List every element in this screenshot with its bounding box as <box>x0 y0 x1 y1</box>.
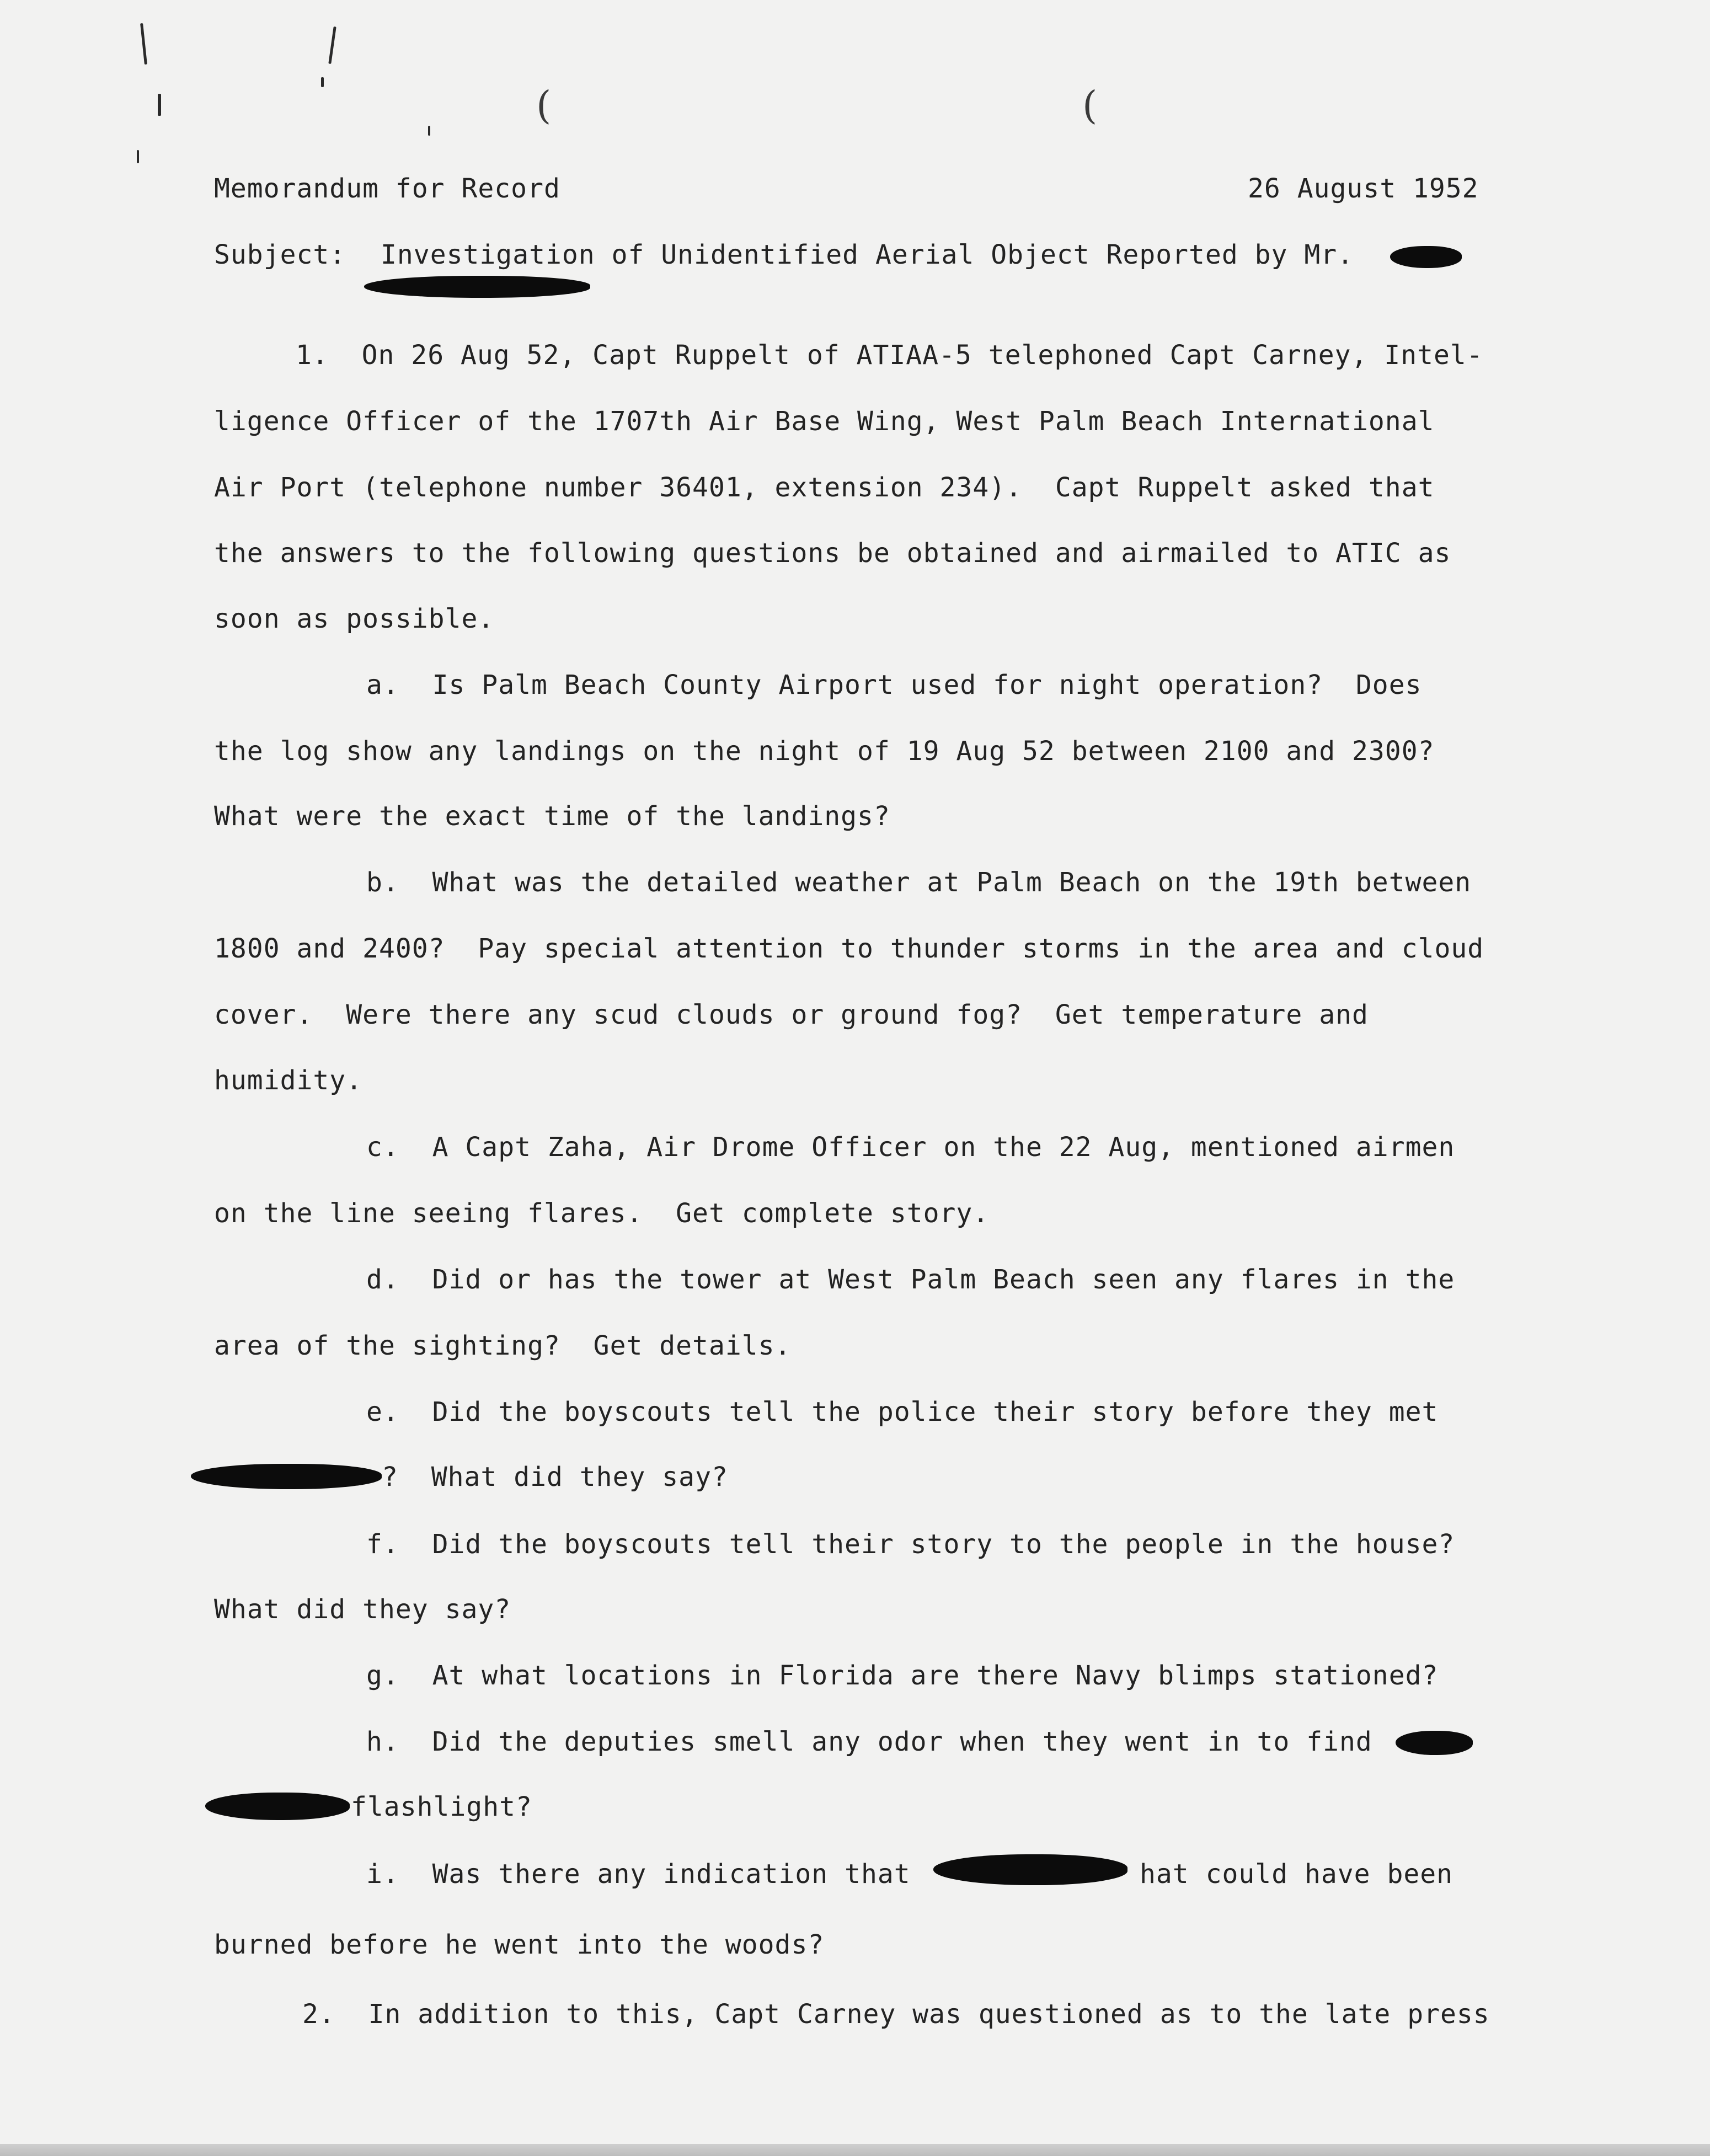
item-e-line: ? What did they say? <box>382 1462 728 1492</box>
item-a-line: the log show any landings on the night of 19 Aug 52 between 2100 and 2300? <box>214 736 1435 767</box>
item-d-line: area of the sighting? Get details. <box>214 1330 792 1361</box>
subject-text: Investigation of Unidentified Aerial Object Reported by Mr. <box>381 239 1354 270</box>
item-a-line: a. Is Palm Beach County Airport used for night operation? Does <box>366 670 1422 700</box>
redaction <box>1396 1731 1473 1755</box>
scan-mark: ( <box>1082 83 1098 128</box>
item-i-line: i. Was there any indication that <box>366 1859 911 1890</box>
redaction <box>364 276 590 298</box>
scan-mark <box>428 126 430 136</box>
scan-mark <box>158 94 161 116</box>
paragraph-1-line: ligence Officer of the 1707th Air Base Wing, West Palm Beach International <box>214 406 1435 437</box>
paragraph-1-line: the answers to the following questions be obtained and airmailed to ATIC as <box>214 538 1451 569</box>
scan-mark: ( <box>536 83 552 128</box>
item-b-line: humidity. <box>214 1065 363 1096</box>
scan-mark <box>140 23 147 65</box>
subject-label: Subject: <box>214 239 346 270</box>
paragraph-1-line: Air Port (telephone number 36401, extension 234). Capt Ruppelt asked that <box>214 472 1435 503</box>
redaction <box>1390 246 1462 268</box>
item-d-line: d. Did or has the tower at West Palm Beach seen any flares in the <box>366 1264 1455 1295</box>
paragraph-2-line: 2. In addition to this, Capt Carney was questioned as to the late press <box>302 1999 1490 2030</box>
item-f-line: f. Did the boyscouts tell their story to the people in the house? <box>366 1529 1455 1560</box>
paragraph-1-line: 1. On 26 Aug 52, Capt Ruppelt of ATIAA-5 telephoned Capt Carney, Intel- <box>296 340 1483 371</box>
item-h-line: flashlight? <box>351 1791 532 1822</box>
memo-header-left: Memorandum for Record <box>214 173 560 204</box>
item-i-line: burned before he went into the woods? <box>214 1929 825 1960</box>
item-b-line: cover. Were there any scud clouds or ground fog? Get temperature and <box>214 999 1369 1030</box>
redaction <box>191 1464 382 1489</box>
item-c-line: on the line seeing flares. Get complete story. <box>214 1198 990 1229</box>
item-b-line: b. What was the detailed weather at Palm Beach on the 19th between <box>366 867 1472 898</box>
item-c-line: c. A Capt Zaha, Air Drome Officer on the 22 Aug, mentioned airmen <box>366 1132 1455 1163</box>
redaction <box>933 1854 1127 1885</box>
scan-mark <box>321 77 324 87</box>
redaction <box>205 1793 350 1820</box>
item-h-line: h. Did the deputies smell any odor when they went in to find <box>366 1726 1372 1757</box>
item-f-line: What did they say? <box>214 1594 511 1625</box>
scan-mark <box>328 26 336 64</box>
scan-bottom-edge <box>0 2144 1710 2156</box>
item-a-line: What were the exact time of the landings? <box>214 801 890 832</box>
item-i-line: hat could have been <box>1140 1859 1454 1890</box>
paragraph-1-line: soon as possible. <box>214 603 495 634</box>
item-b-line: 1800 and 2400? Pay special attention to thunder storms in the area and cloud <box>214 933 1484 964</box>
memo-date: 26 August 1952 <box>1248 173 1479 204</box>
scan-mark <box>137 150 139 163</box>
item-g-line: g. At what locations in Florida are there Navy blimps stationed? <box>366 1660 1439 1691</box>
item-e-line: e. Did the boyscouts tell the police their story before they met <box>366 1397 1439 1427</box>
